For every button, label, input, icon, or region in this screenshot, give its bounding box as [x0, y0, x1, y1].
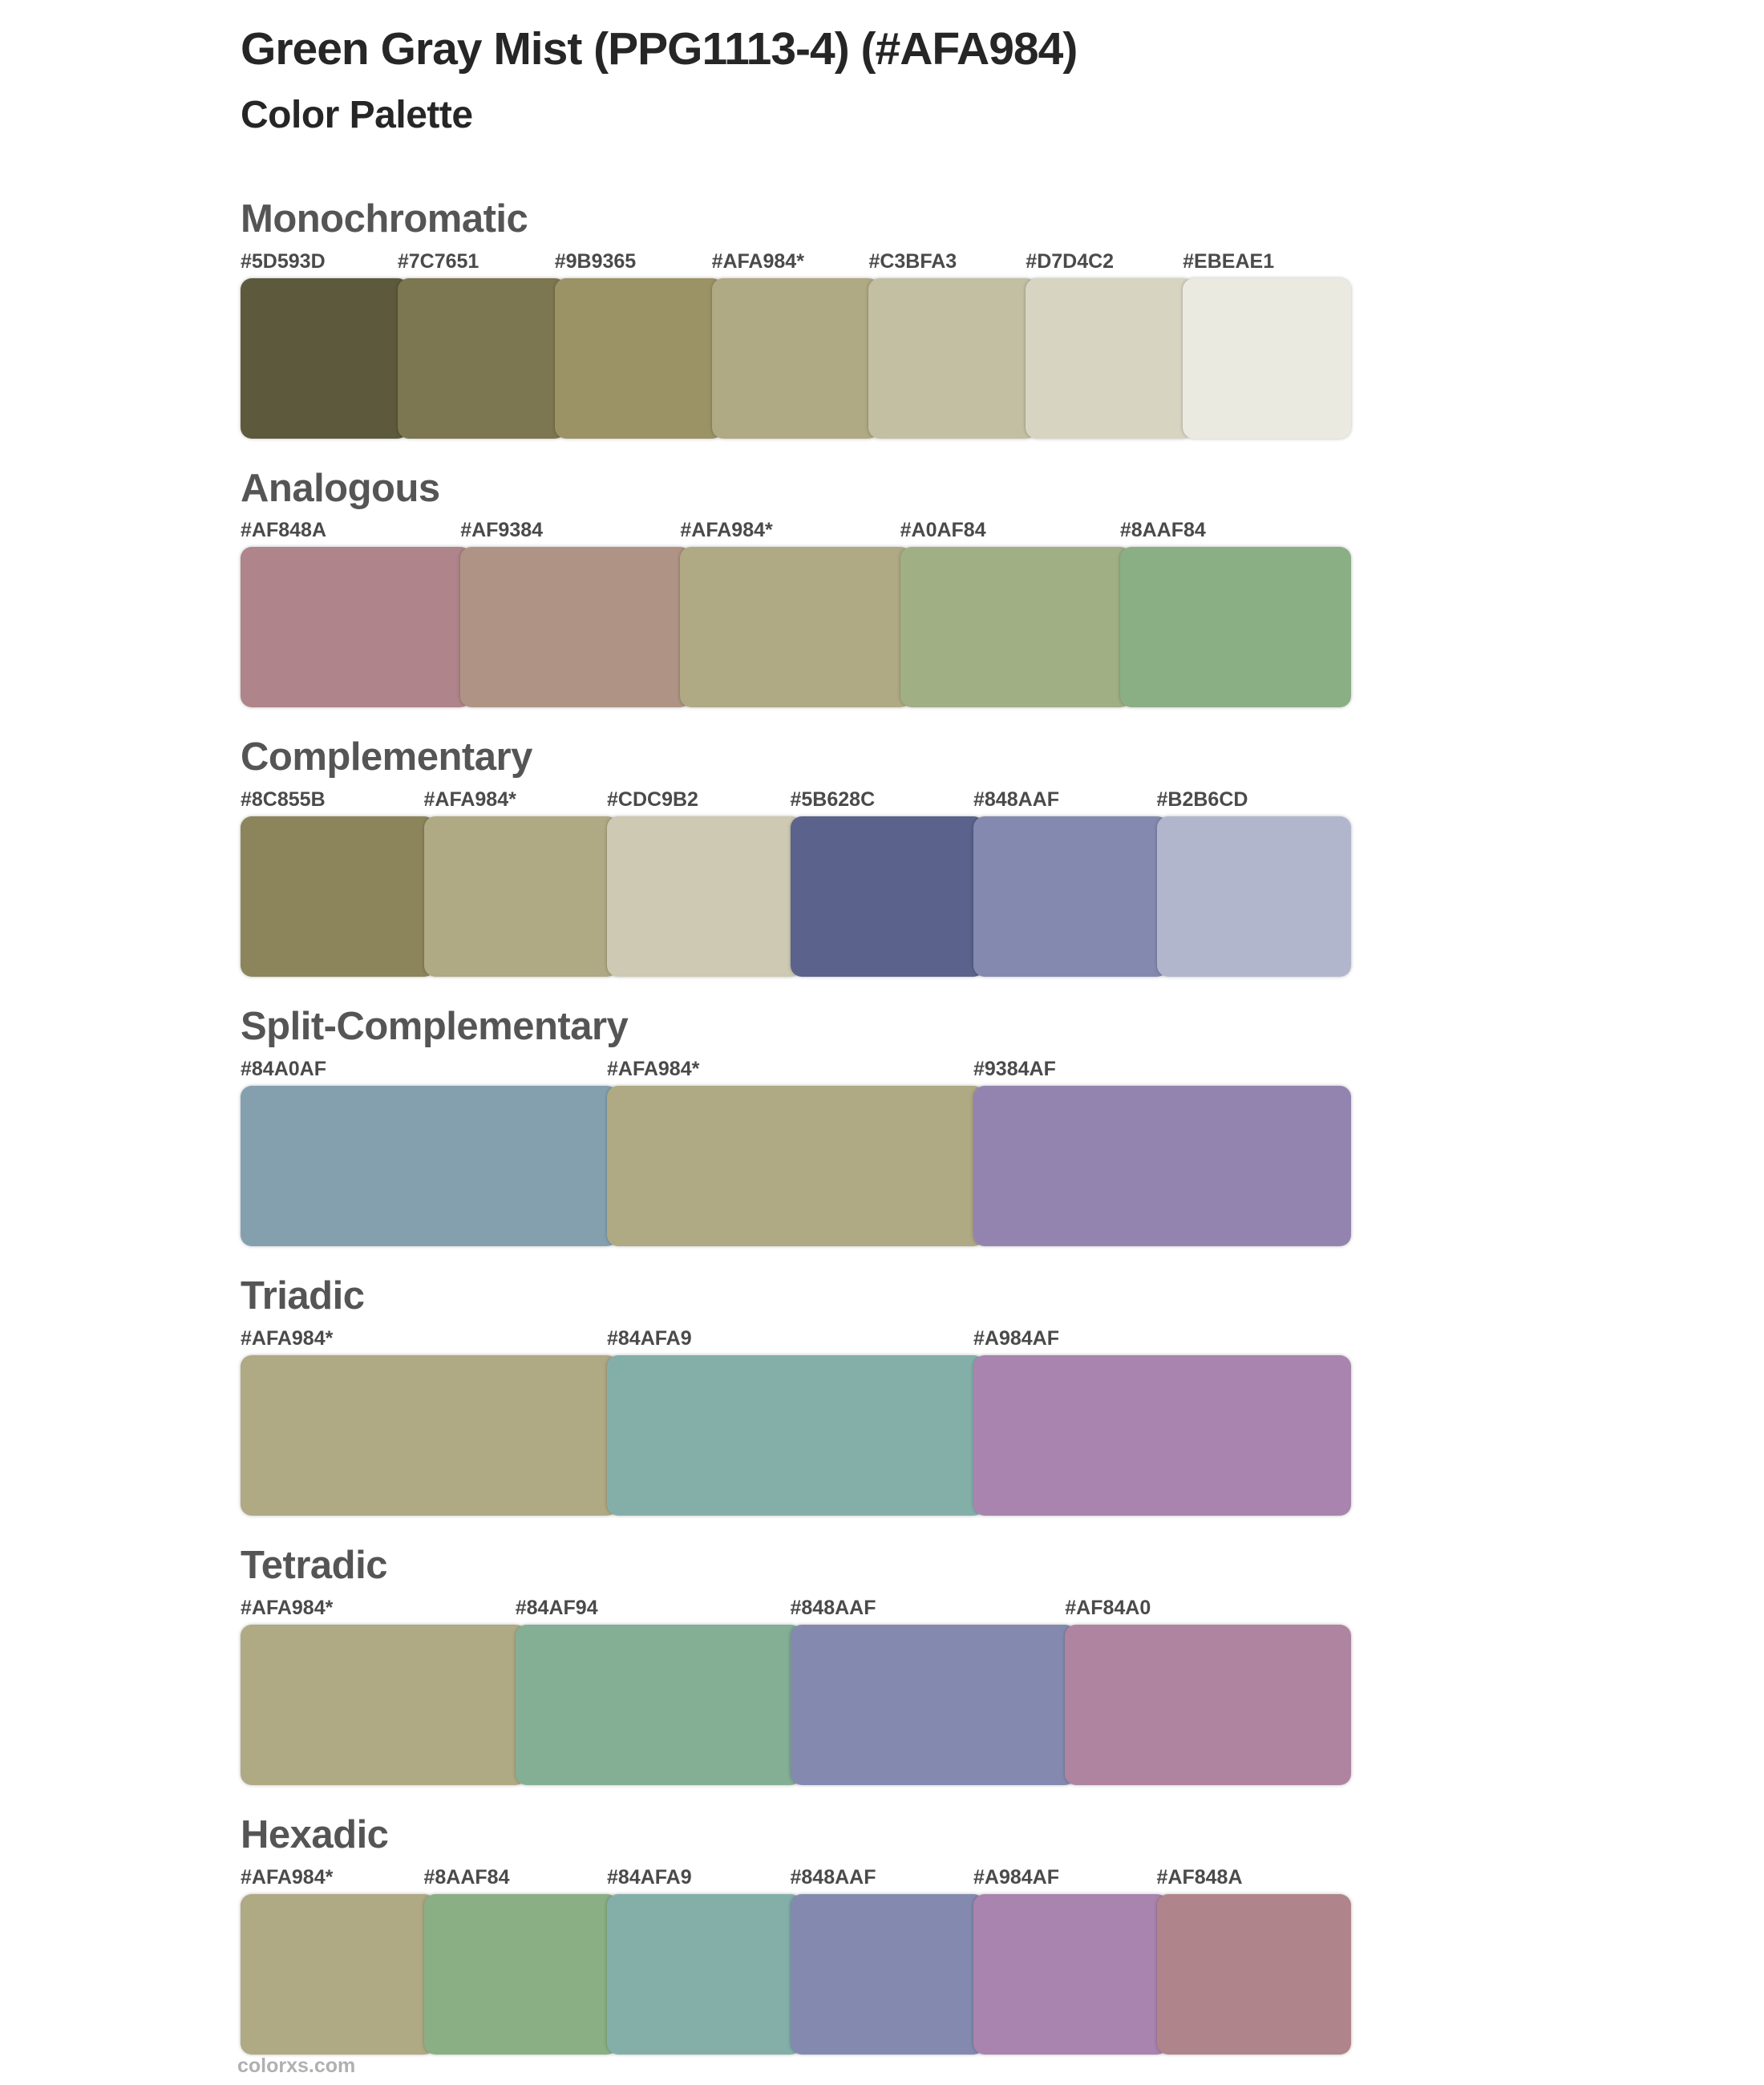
swatch-cell: [555, 249, 723, 439]
section-title: Split-Complementary: [241, 1005, 629, 1049]
swatch-hex-label: #8C855B: [241, 788, 326, 812]
color-swatch[interactable]: [712, 278, 880, 439]
swatch-hex-label: #D7D4C2: [1026, 249, 1115, 273]
swatch-hex-label: #5B628C: [790, 788, 876, 812]
content-column: [241, 24, 1351, 2083]
color-swatch[interactable]: [900, 547, 1131, 707]
swatch-hex-label: #848AAF: [973, 788, 1059, 812]
swatch-row: [241, 1865, 1351, 2055]
swatch-hex-label: #A984AF: [973, 1865, 1059, 1889]
swatch-cell: [1157, 787, 1352, 977]
color-swatch[interactable]: [1120, 547, 1351, 707]
swatch-hex-label: #B2B6CD: [1156, 788, 1248, 812]
swatch-cell: [241, 1057, 618, 1246]
swatch-hex-label: #AF9384: [460, 519, 544, 542]
color-swatch[interactable]: [973, 1894, 1168, 2055]
swatch-row: [241, 1057, 1351, 1246]
swatch-cell: [973, 787, 1168, 977]
color-swatch[interactable]: [424, 1894, 619, 2055]
swatch-cell: [241, 1865, 435, 2055]
swatch-hex-label: #9384AF: [973, 1058, 1056, 1081]
swatch-cell: [973, 1865, 1168, 2055]
color-swatch[interactable]: [1183, 278, 1351, 439]
page-title: Green Gray Mist (PPG1113-4) (#AFA984): [241, 23, 1078, 75]
swatch-hex-label: #84A0AF: [241, 1058, 326, 1081]
color-swatch[interactable]: [791, 816, 985, 977]
swatch-hex-label: #848AAF: [790, 1865, 876, 1889]
palette-sections: [241, 198, 1351, 2055]
color-swatch[interactable]: [607, 816, 802, 977]
swatch-hex-label: #A0AF84: [900, 519, 986, 542]
palette-section: [241, 468, 1351, 708]
swatch-cell: [424, 787, 619, 977]
swatch-cell: [241, 1326, 618, 1516]
swatch-hex-label: #EBEAE1: [1183, 249, 1275, 273]
color-swatch[interactable]: [1026, 278, 1194, 439]
swatch-hex-label: #84AF94: [515, 1596, 598, 1619]
swatch-cell: [607, 787, 802, 977]
color-swatch[interactable]: [241, 278, 409, 439]
swatch-cell: [791, 787, 985, 977]
color-swatch[interactable]: [1157, 816, 1352, 977]
color-swatch[interactable]: [241, 816, 435, 977]
swatch-cell: [791, 1596, 1077, 1785]
palette-section: [241, 198, 1351, 439]
swatch-cell: [241, 1596, 527, 1785]
swatch-hex-label: #AFA984*: [241, 1596, 334, 1619]
swatch-hex-label: #AFA984*: [423, 788, 516, 812]
swatch-hex-label: #84AFA9: [607, 1865, 692, 1889]
color-swatch[interactable]: [607, 1086, 985, 1246]
swatch-cell: [1157, 1865, 1352, 2055]
swatch-cell: [607, 1057, 985, 1246]
color-swatch[interactable]: [460, 547, 691, 707]
color-swatch[interactable]: [680, 547, 911, 707]
swatch-hex-label: #AFA984*: [607, 1058, 700, 1081]
color-swatch[interactable]: [973, 1355, 1351, 1516]
swatch-cell: [424, 1865, 619, 2055]
color-swatch[interactable]: [1065, 1625, 1351, 1785]
swatch-hex-label: #AF84A0: [1065, 1596, 1151, 1619]
color-swatch[interactable]: [973, 816, 1168, 977]
swatch-hex-label: #7C7651: [397, 249, 479, 273]
swatch-hex-label: #CDC9B2: [607, 788, 698, 812]
swatch-hex-label: #AFA984*: [241, 1327, 334, 1350]
palette-section: [241, 1814, 1351, 2055]
color-swatch[interactable]: [241, 547, 471, 707]
swatch-cell: [900, 518, 1131, 707]
page-footer: [237, 2055, 355, 2078]
swatch-cell: [973, 1057, 1351, 1246]
color-swatch[interactable]: [973, 1086, 1351, 1246]
page-subtitle: Color Palette: [241, 93, 473, 136]
swatch-cell: [712, 249, 880, 439]
color-swatch[interactable]: [398, 278, 566, 439]
swatch-hex-label: #9B9365: [554, 249, 637, 273]
footer-site-label: colorxs.com: [237, 2055, 356, 2077]
swatch-hex-label: #C3BFA3: [868, 249, 957, 273]
color-swatch[interactable]: [791, 1625, 1077, 1785]
swatch-cell: [791, 1865, 985, 2055]
palette-section: [241, 1006, 1351, 1246]
swatch-row: [241, 787, 1351, 977]
section-title: Hexadic: [241, 1812, 389, 1856]
palette-section: [241, 1545, 1351, 1785]
swatch-row: [241, 1596, 1351, 1785]
swatch-row: [241, 249, 1351, 439]
color-swatch[interactable]: [791, 1894, 985, 2055]
section-title: Analogous: [241, 466, 440, 510]
swatch-hex-label: #8AAF84: [1119, 519, 1206, 542]
color-swatch[interactable]: [607, 1355, 985, 1516]
swatch-cell: [398, 249, 566, 439]
palette-section: [241, 1275, 1351, 1516]
swatch-hex-label: #5D593D: [241, 249, 326, 273]
swatch-hex-label: #AFA984*: [711, 249, 804, 273]
swatch-cell: [1065, 1596, 1351, 1785]
color-swatch[interactable]: [868, 278, 1037, 439]
color-swatch[interactable]: [555, 278, 723, 439]
swatch-hex-label: #848AAF: [790, 1596, 876, 1619]
color-swatch[interactable]: [424, 816, 619, 977]
palette-section: [241, 736, 1351, 977]
swatch-cell: [516, 1596, 802, 1785]
swatch-cell: [973, 1326, 1351, 1516]
swatch-cell: [241, 249, 409, 439]
swatch-hex-label: #AFA984*: [680, 519, 773, 542]
swatch-hex-label: #AFA984*: [241, 1865, 334, 1889]
color-swatch[interactable]: [607, 1894, 802, 2055]
page-header: [241, 24, 1351, 137]
swatch-hex-label: #84AFA9: [607, 1327, 692, 1350]
section-title: Tetradic: [241, 1544, 387, 1588]
swatch-row: [241, 518, 1351, 707]
swatch-row: [241, 1326, 1351, 1516]
section-title: Triadic: [241, 1274, 365, 1318]
swatch-cell: [607, 1865, 802, 2055]
swatch-cell: [1120, 518, 1351, 707]
section-title: Complementary: [241, 735, 532, 779]
color-swatch[interactable]: [241, 1625, 527, 1785]
swatch-cell: [460, 518, 691, 707]
swatch-hex-label: #AF848A: [241, 519, 326, 542]
color-swatch[interactable]: [241, 1894, 435, 2055]
section-title: Monochromatic: [241, 196, 528, 241]
swatch-hex-label: #8AAF84: [423, 1865, 510, 1889]
swatch-cell: [680, 518, 911, 707]
swatch-hex-label: #A984AF: [973, 1327, 1059, 1350]
swatch-cell: [868, 249, 1037, 439]
swatch-cell: [1183, 249, 1351, 439]
swatch-cell: [607, 1326, 985, 1516]
color-swatch[interactable]: [241, 1086, 618, 1246]
swatch-cell: [241, 518, 471, 707]
color-swatch[interactable]: [516, 1625, 802, 1785]
color-swatch[interactable]: [1157, 1894, 1352, 2055]
color-swatch[interactable]: [241, 1355, 618, 1516]
swatch-hex-label: #AF848A: [1156, 1865, 1243, 1889]
swatch-cell: [1026, 249, 1194, 439]
swatch-cell: [241, 787, 435, 977]
